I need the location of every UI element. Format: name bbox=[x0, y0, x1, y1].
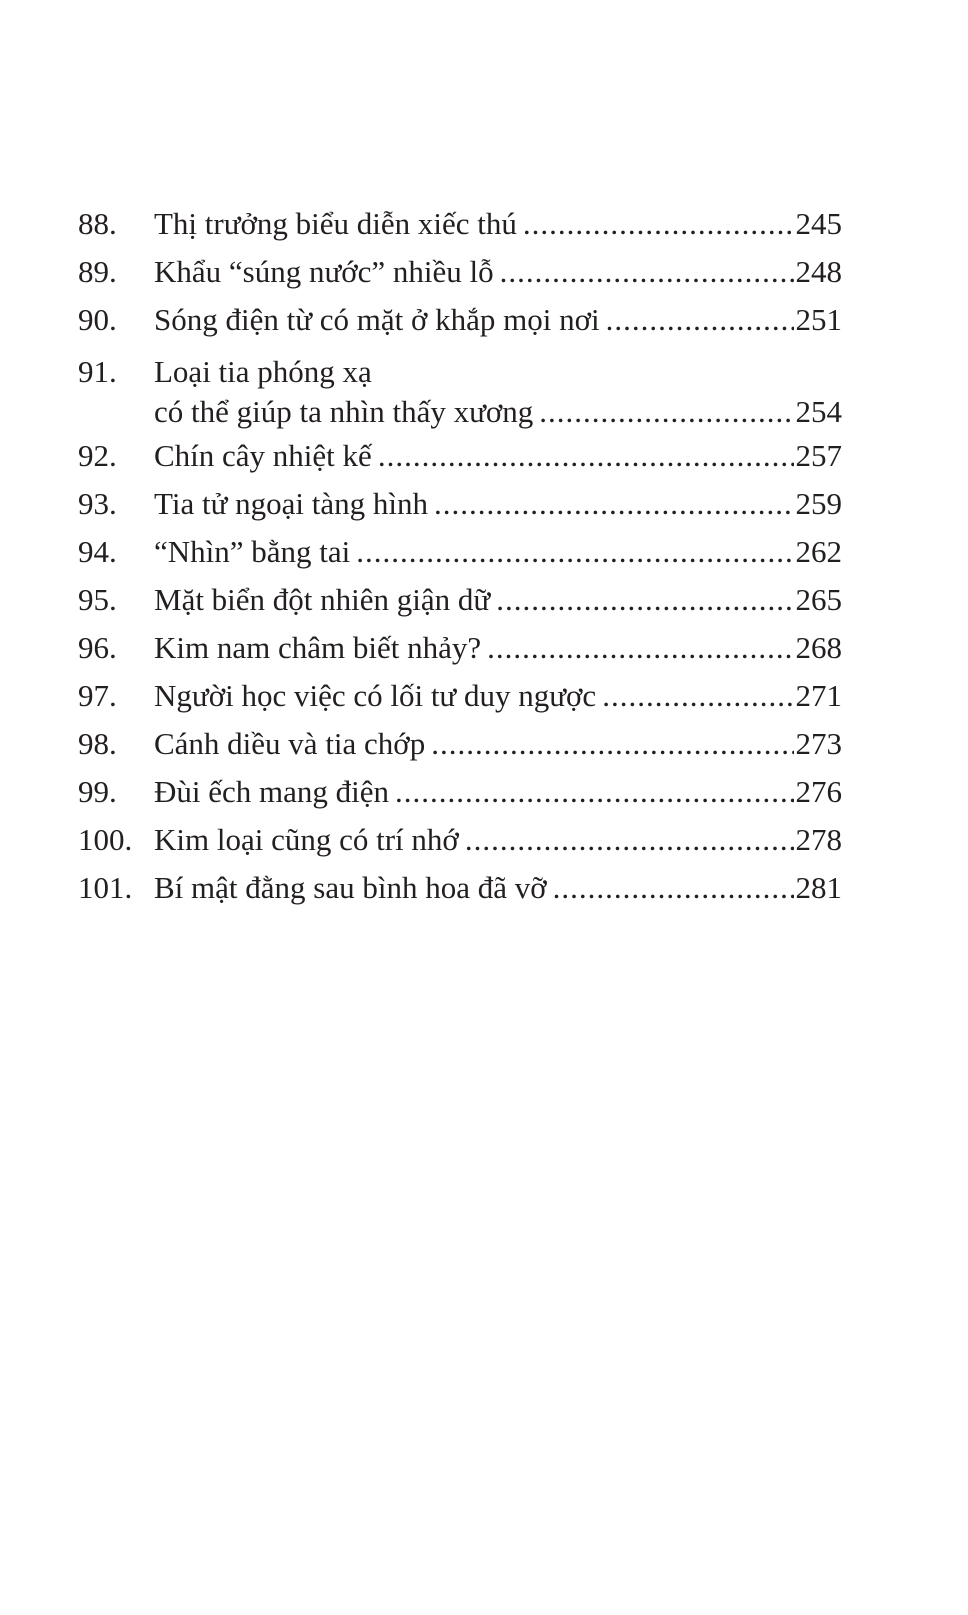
entry-title: Sóng điện từ có mặt ở khắp mọi nơi bbox=[154, 302, 600, 337]
toc-entry bbox=[78, 352, 842, 432]
dot-leader bbox=[356, 528, 793, 576]
entry-page-number: 273 bbox=[795, 726, 842, 761]
dot-leader bbox=[487, 624, 793, 672]
dot-leader bbox=[523, 200, 794, 248]
toc-entry bbox=[78, 200, 842, 248]
toc-entry bbox=[78, 672, 842, 720]
entry-number: 95. bbox=[78, 582, 117, 617]
entry-number: 100. bbox=[78, 822, 133, 857]
toc-entry bbox=[78, 768, 842, 816]
entry-page-number: 248 bbox=[795, 254, 842, 289]
toc-entry bbox=[78, 432, 842, 480]
entry-page-number: 265 bbox=[795, 582, 842, 617]
entry-title: Chín cây nhiệt kế bbox=[154, 438, 372, 473]
dot-leader bbox=[553, 864, 794, 912]
entry-page-number: 262 bbox=[795, 534, 842, 569]
entry-number: 99. bbox=[78, 774, 117, 809]
entry-title: Bí mật đằng sau bình hoa đã vỡ bbox=[154, 870, 547, 905]
entry-page-number: 254 bbox=[795, 394, 842, 429]
entry-title: Thị trưởng biểu diễn xiếc thú bbox=[154, 206, 517, 241]
entry-title: Kim loại cũng có trí nhớ bbox=[154, 822, 459, 857]
entry-number: 88. bbox=[78, 206, 117, 241]
entry-page-number: 259 bbox=[795, 486, 842, 521]
table-of-contents bbox=[78, 200, 842, 912]
dot-leader bbox=[539, 392, 793, 432]
entry-title: Người học việc có lối tư duy ngược bbox=[154, 678, 597, 713]
dot-leader bbox=[431, 720, 793, 768]
entry-page-number: 251 bbox=[795, 302, 842, 337]
entry-page-number: 245 bbox=[795, 206, 842, 241]
entry-page-number: 278 bbox=[795, 822, 842, 857]
entry-title: Cánh diều và tia chớp bbox=[154, 726, 426, 761]
entry-page-number: 271 bbox=[795, 678, 842, 713]
entry-page-number: 276 bbox=[795, 774, 842, 809]
entry-number: 91. bbox=[78, 354, 117, 389]
toc-entry bbox=[78, 624, 842, 672]
entry-page-number: 281 bbox=[795, 870, 842, 905]
entry-page-number: 268 bbox=[795, 630, 842, 665]
entry-number: 90. bbox=[78, 302, 117, 337]
entry-title: “Nhìn” bằng tai bbox=[154, 534, 351, 569]
entry-title: Tia tử ngoại tàng hình bbox=[154, 486, 428, 521]
dot-leader bbox=[606, 296, 794, 344]
entry-title: Mặt biển đột nhiên giận dữ bbox=[154, 582, 491, 617]
toc-entry bbox=[78, 864, 842, 912]
toc-entry bbox=[78, 720, 842, 768]
dot-leader bbox=[465, 816, 794, 864]
toc-entry bbox=[78, 576, 842, 624]
toc-entry bbox=[78, 296, 842, 344]
entry-title: có thể giúp ta nhìn thấy xương bbox=[154, 394, 534, 429]
dot-leader bbox=[378, 432, 794, 480]
entry-number: 96. bbox=[78, 630, 117, 665]
entry-number: 101. bbox=[78, 870, 133, 905]
entry-title: Kim nam châm biết nhảy? bbox=[154, 630, 482, 665]
toc-entry bbox=[78, 816, 842, 864]
dot-leader bbox=[395, 768, 793, 816]
entry-number: 97. bbox=[78, 678, 117, 713]
entry-number: 94. bbox=[78, 534, 117, 569]
dot-leader bbox=[434, 480, 794, 528]
entry-title: Đùi ếch mang điện bbox=[154, 774, 390, 809]
dot-leader bbox=[602, 672, 793, 720]
entry-number: 92. bbox=[78, 438, 117, 473]
entry-number: 98. bbox=[78, 726, 117, 761]
toc-entry bbox=[78, 528, 842, 576]
entry-title-line1: Loại tia phóng xạ bbox=[154, 354, 372, 389]
toc-entry bbox=[78, 248, 842, 296]
entry-title: Khẩu “súng nước” nhiều lỗ bbox=[154, 254, 494, 289]
dot-leader bbox=[496, 576, 793, 624]
entry-number: 89. bbox=[78, 254, 117, 289]
entry-number: 93. bbox=[78, 486, 117, 521]
entry-page-number: 257 bbox=[795, 438, 842, 473]
dot-leader bbox=[500, 248, 794, 296]
toc-entry bbox=[78, 480, 842, 528]
